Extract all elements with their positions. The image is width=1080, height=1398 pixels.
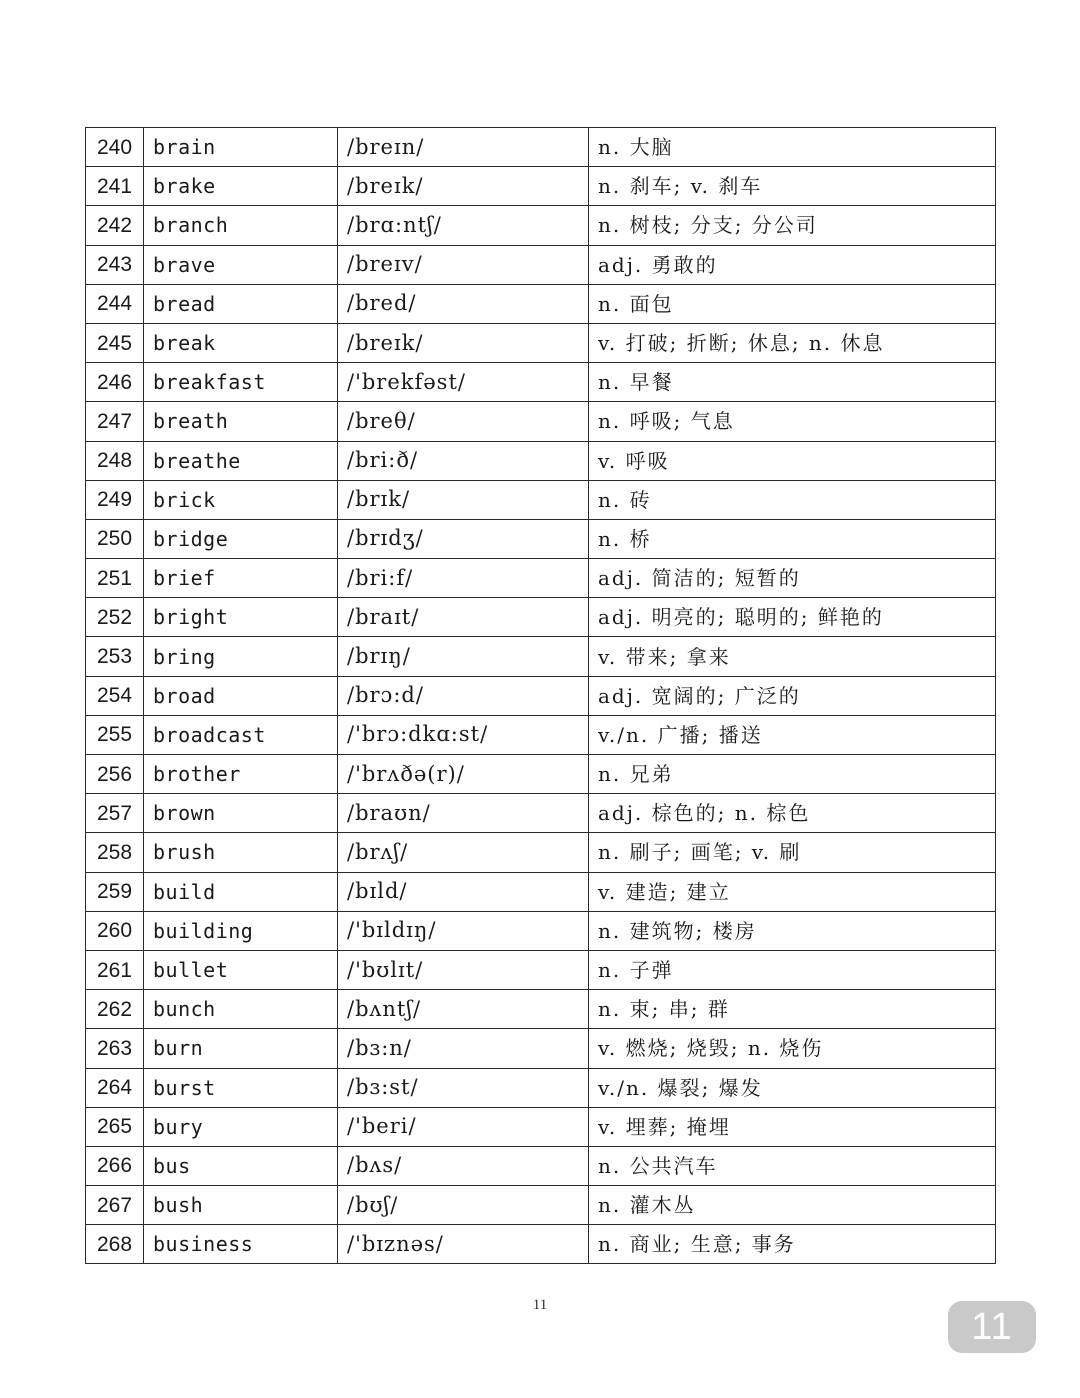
entry-word: business xyxy=(144,1225,338,1264)
table-row xyxy=(86,128,996,167)
entry-number: 255 xyxy=(86,715,144,754)
entry-phonetic: /brɔ:d/ xyxy=(338,676,589,715)
table-row xyxy=(86,637,996,676)
entry-number: 265 xyxy=(86,1107,144,1146)
entry-number: 254 xyxy=(86,676,144,715)
entry-phonetic: /breɪk/ xyxy=(338,167,589,206)
entry-phonetic: /'brʌðə(r)/ xyxy=(338,755,589,794)
entry-definition: n. 呼吸; 气息 xyxy=(589,402,996,441)
table-row xyxy=(86,245,996,284)
entry-number: 258 xyxy=(86,833,144,872)
entry-number: 256 xyxy=(86,755,144,794)
entry-definition: adj. 棕色的; n. 棕色 xyxy=(589,794,996,833)
entry-definition: v. 建造; 建立 xyxy=(589,872,996,911)
entry-word: breakfast xyxy=(144,363,338,402)
entry-definition: v./n. 广播; 播送 xyxy=(589,715,996,754)
table-row xyxy=(86,1068,996,1107)
entry-word: bread xyxy=(144,284,338,323)
table-row xyxy=(86,990,996,1029)
table-row xyxy=(86,284,996,323)
entry-definition: n. 面包 xyxy=(589,284,996,323)
entry-number: 261 xyxy=(86,950,144,989)
entry-definition: n. 建筑物; 楼房 xyxy=(589,911,996,950)
vocabulary-table xyxy=(85,127,996,1264)
entry-phonetic: /'brɔ:dkɑ:st/ xyxy=(338,715,589,754)
entry-phonetic: /breɪn/ xyxy=(338,128,589,167)
entry-definition: v. 呼吸 xyxy=(589,441,996,480)
entry-phonetic: /brʌʃ/ xyxy=(338,833,589,872)
entry-word: breathe xyxy=(144,441,338,480)
entry-definition: v. 带来; 拿来 xyxy=(589,637,996,676)
entry-number: 240 xyxy=(86,128,144,167)
entry-number: 266 xyxy=(86,1146,144,1185)
table-row xyxy=(86,1107,996,1146)
entry-word: burst xyxy=(144,1068,338,1107)
entry-word: brave xyxy=(144,245,338,284)
entry-definition: n. 兄弟 xyxy=(589,755,996,794)
table-row xyxy=(86,559,996,598)
entry-phonetic: /'bɪldɪŋ/ xyxy=(338,911,589,950)
entry-definition: adj. 宽阔的; 广泛的 xyxy=(589,676,996,715)
entry-word: bunch xyxy=(144,990,338,1029)
entry-definition: n. 早餐 xyxy=(589,363,996,402)
entry-definition: adj. 明亮的; 聪明的; 鲜艳的 xyxy=(589,598,996,637)
entry-phonetic: /bʊʃ/ xyxy=(338,1186,589,1225)
table-row xyxy=(86,598,996,637)
table-row xyxy=(86,1225,996,1264)
table-row xyxy=(86,480,996,519)
table-row xyxy=(86,441,996,480)
entry-definition: adj. 勇敢的 xyxy=(589,245,996,284)
entry-definition: n. 树枝; 分支; 分公司 xyxy=(589,206,996,245)
entry-phonetic: /breɪk/ xyxy=(338,323,589,362)
entry-word: bring xyxy=(144,637,338,676)
entry-number: 262 xyxy=(86,990,144,1029)
entry-word: burn xyxy=(144,1029,338,1068)
table-row xyxy=(86,519,996,558)
table-row xyxy=(86,363,996,402)
entry-word: brush xyxy=(144,833,338,872)
entry-number: 263 xyxy=(86,1029,144,1068)
table-row xyxy=(86,1029,996,1068)
entry-phonetic: /'beri/ xyxy=(338,1107,589,1146)
table-row xyxy=(86,833,996,872)
table-row xyxy=(86,206,996,245)
entry-number: 264 xyxy=(86,1068,144,1107)
entry-number: 257 xyxy=(86,794,144,833)
entry-definition: n. 刷子; 画笔; v. 刷 xyxy=(589,833,996,872)
entry-number: 246 xyxy=(86,363,144,402)
entry-phonetic: /brɪk/ xyxy=(338,480,589,519)
entry-definition: n. 刹车; v. 刹车 xyxy=(589,167,996,206)
entry-word: brake xyxy=(144,167,338,206)
entry-definition: n. 砖 xyxy=(589,480,996,519)
vocabulary-table-body xyxy=(86,128,996,1264)
entry-definition: n. 桥 xyxy=(589,519,996,558)
entry-definition: n. 大脑 xyxy=(589,128,996,167)
entry-word: bury xyxy=(144,1107,338,1146)
entry-phonetic: /bʌs/ xyxy=(338,1146,589,1185)
entry-word: breath xyxy=(144,402,338,441)
entry-word: brown xyxy=(144,794,338,833)
table-row xyxy=(86,911,996,950)
entry-number: 243 xyxy=(86,245,144,284)
entry-phonetic: /bɜ:n/ xyxy=(338,1029,589,1068)
entry-number: 242 xyxy=(86,206,144,245)
table-row xyxy=(86,167,996,206)
page-indicator-badge[interactable]: 11 xyxy=(948,1301,1036,1353)
entry-phonetic: /breɪv/ xyxy=(338,245,589,284)
entry-word: brain xyxy=(144,128,338,167)
entry-number: 250 xyxy=(86,519,144,558)
entry-definition: n. 灌木丛 xyxy=(589,1186,996,1225)
entry-number: 251 xyxy=(86,559,144,598)
entry-phonetic: /bɜ:st/ xyxy=(338,1068,589,1107)
entry-phonetic: /bri:ð/ xyxy=(338,441,589,480)
table-row xyxy=(86,794,996,833)
entry-word: building xyxy=(144,911,338,950)
entry-definition: v. 打破; 折断; 休息; n. 休息 xyxy=(589,323,996,362)
entry-number: 247 xyxy=(86,402,144,441)
entry-word: build xyxy=(144,872,338,911)
table-row xyxy=(86,1146,996,1185)
entry-word: break xyxy=(144,323,338,362)
table-row xyxy=(86,402,996,441)
entry-phonetic: /bred/ xyxy=(338,284,589,323)
page-number: 11 xyxy=(532,1297,548,1313)
entry-phonetic: /breθ/ xyxy=(338,402,589,441)
entry-word: broad xyxy=(144,676,338,715)
entry-number: 259 xyxy=(86,872,144,911)
entry-number: 245 xyxy=(86,323,144,362)
entry-word: bush xyxy=(144,1186,338,1225)
table-row xyxy=(86,323,996,362)
entry-word: brother xyxy=(144,755,338,794)
entry-phonetic: /bɪld/ xyxy=(338,872,589,911)
entry-phonetic: /braʊn/ xyxy=(338,794,589,833)
entry-number: 249 xyxy=(86,480,144,519)
entry-number: 253 xyxy=(86,637,144,676)
entry-number: 268 xyxy=(86,1225,144,1264)
entry-phonetic: /'bɪznəs/ xyxy=(338,1225,589,1264)
entry-number: 244 xyxy=(86,284,144,323)
entry-word: broadcast xyxy=(144,715,338,754)
entry-word: bright xyxy=(144,598,338,637)
entry-number: 267 xyxy=(86,1186,144,1225)
table-row xyxy=(86,755,996,794)
entry-phonetic: /'brekfəst/ xyxy=(338,363,589,402)
table-row xyxy=(86,676,996,715)
entry-word: brick xyxy=(144,480,338,519)
entry-phonetic: /'bʊlɪt/ xyxy=(338,950,589,989)
entry-word: branch xyxy=(144,206,338,245)
entry-word: bullet xyxy=(144,950,338,989)
entry-definition: v. 埋葬; 掩埋 xyxy=(589,1107,996,1146)
entry-number: 260 xyxy=(86,911,144,950)
entry-definition: n. 公共汽车 xyxy=(589,1146,996,1185)
table-row xyxy=(86,1186,996,1225)
entry-number: 248 xyxy=(86,441,144,480)
entry-word: brief xyxy=(144,559,338,598)
entry-definition: n. 商业; 生意; 事务 xyxy=(589,1225,996,1264)
entry-definition: adj. 简洁的; 短暂的 xyxy=(589,559,996,598)
entry-definition: v. 燃烧; 烧毁; n. 烧伤 xyxy=(589,1029,996,1068)
entry-phonetic: /braɪt/ xyxy=(338,598,589,637)
entry-phonetic: /brɪŋ/ xyxy=(338,637,589,676)
entry-phonetic: /brɪdʒ/ xyxy=(338,519,589,558)
entry-word: bridge xyxy=(144,519,338,558)
entry-phonetic: /bri:f/ xyxy=(338,559,589,598)
entry-word: bus xyxy=(144,1146,338,1185)
table-row xyxy=(86,872,996,911)
entry-definition: n. 子弹 xyxy=(589,950,996,989)
table-row xyxy=(86,950,996,989)
entry-definition: v./n. 爆裂; 爆发 xyxy=(589,1068,996,1107)
entry-definition: n. 束; 串; 群 xyxy=(589,990,996,1029)
entry-number: 241 xyxy=(86,167,144,206)
entry-phonetic: /bʌntʃ/ xyxy=(338,990,589,1029)
entry-number: 252 xyxy=(86,598,144,637)
entry-phonetic: /brɑ:ntʃ/ xyxy=(338,206,589,245)
table-row xyxy=(86,715,996,754)
